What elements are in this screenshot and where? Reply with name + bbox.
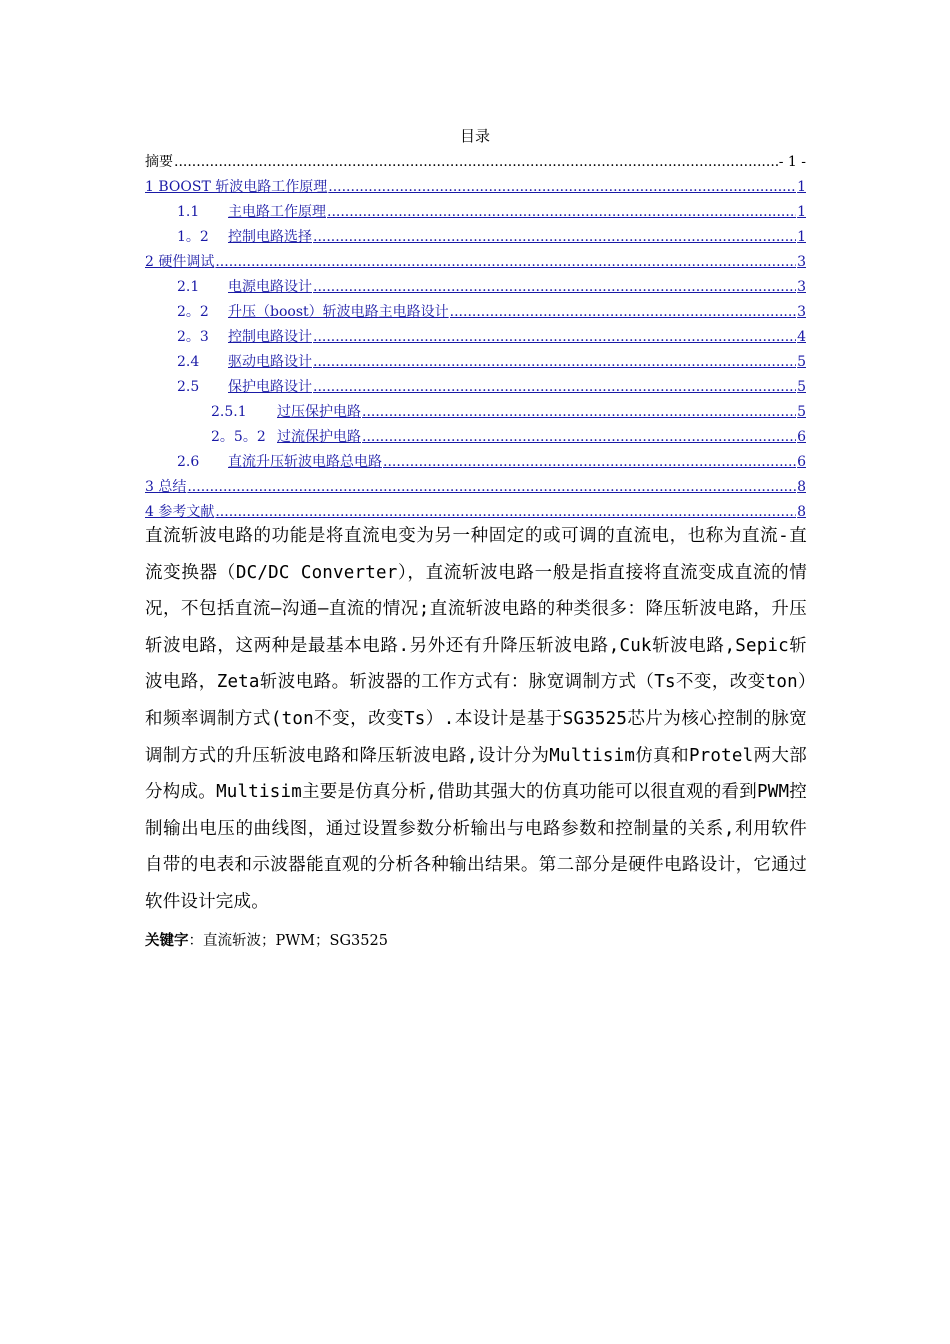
toc-entry-text: 控制电路设计 <box>228 329 312 345</box>
toc-entry-text: 升压（boost）斩波电路主电路设计 <box>228 304 449 320</box>
toc-dot-leader <box>362 425 796 450</box>
toc-dot-leader <box>327 200 796 225</box>
toc-entry-title <box>177 200 326 225</box>
toc-entry-number: 2.6 <box>177 454 200 470</box>
toc-entry-number: 2.5 <box>177 379 200 395</box>
toc-entry-text: 电源电路设计 <box>228 279 312 295</box>
keywords-line <box>145 930 807 952</box>
keywords-label: 关键字 <box>145 933 189 949</box>
toc-entry-title <box>145 175 327 200</box>
toc-dot-leader <box>383 450 796 475</box>
toc-entry-text: 4 参考文献 <box>145 504 215 520</box>
toc-entry-number: 2。5。2 <box>211 429 266 445</box>
toc-entry-title <box>177 225 312 250</box>
toc-dot-leader <box>215 250 796 275</box>
toc-dot-leader <box>313 375 796 400</box>
toc-entry-number: 2.1 <box>177 279 200 295</box>
toc-entry-text: 3 总结 <box>145 479 187 495</box>
toc-dot-leader <box>313 225 796 250</box>
toc-entry-text: 1 BOOST 斩波电路工作原理 <box>145 179 328 195</box>
toc-entry-title <box>177 350 312 375</box>
toc-dot-leader <box>313 350 796 375</box>
toc-entry[interactable] <box>145 250 806 275</box>
toc-entry-text: 摘要 <box>145 154 173 170</box>
toc-entry-title <box>145 475 186 500</box>
toc-entry-page: 1 <box>797 204 806 220</box>
toc-entry-text: 控制电路选择 <box>228 229 312 245</box>
table-of-contents <box>145 150 806 525</box>
toc-entry-title <box>177 325 312 350</box>
toc-entry-text: 过压保护电路 <box>277 404 361 420</box>
toc-entry[interactable] <box>145 375 806 400</box>
toc-entry-page: 3 <box>797 254 806 270</box>
toc-entry <box>145 150 806 175</box>
toc-entry-title <box>177 450 382 475</box>
toc-entry[interactable] <box>145 175 806 200</box>
toc-entry-text: 保护电路设计 <box>228 379 312 395</box>
toc-entry-page: 1 <box>797 179 806 195</box>
toc-entry-text: 2 硬件调试 <box>145 254 215 270</box>
toc-dot-leader <box>174 150 778 175</box>
toc-entry-title <box>177 300 449 325</box>
toc-entry-title <box>145 250 214 275</box>
toc-entry[interactable] <box>145 300 806 325</box>
abstract-paragraph: 直流斩波电路的功能是将直流电变为另一种固定的或可调的直流电，也称为直流-直流变换器（DC/DC Converter），直流斩波电路一般是指直接将直流变成直流的情况，不包括直流—沟通—直流的情况;直流斩波电路的种类很多：降压斩波电路，升压斩波电路，这两种是最基本电路.另外还有升降压斩波电路,Cuk斩波电路,Sepic斩波电路，Zeta斩波电路。斩波器的工作方式有：脉宽调制方式（Ts不变，改变ton）和频率调制方式(ton不变，改变Ts）.本设计是基于SG3525芯片为核心控制的脉宽调制方式的升压斩波电路和降压斩波电路,设计分为Multisim仿真和Protel两大部分构成。Multisim主要是仿真分析,借助其强大的仿真功能可以很直观的看到PWM控制输出电压的曲线图，通过设置参数分析输出与电路参数和控制量的关系,利用软件自带的电表和示波器能直观的分析各种输出结果。第二部分是硬件电路设计，它通过软件设计完成。 <box>145 526 807 912</box>
toc-dot-leader <box>328 175 796 200</box>
toc-entry-text: 过流保护电路 <box>277 429 361 445</box>
toc-entry-number: 2。3 <box>177 329 209 345</box>
toc-entry-number: 2.5.1 <box>211 404 247 420</box>
keywords-value: 直流斩波；PWM；SG3525 <box>203 933 388 949</box>
toc-entry-text: 驱动电路设计 <box>228 354 312 370</box>
toc-entry-title <box>145 150 173 175</box>
toc-entry[interactable] <box>145 200 806 225</box>
toc-entry-text: 直流升压斩波电路总电路 <box>228 454 382 470</box>
toc-entry-number: 2.4 <box>177 354 200 370</box>
toc-entry-page: 3 <box>797 304 806 320</box>
toc-dot-leader <box>313 275 796 300</box>
toc-entry[interactable] <box>145 425 806 450</box>
toc-entry[interactable] <box>145 450 806 475</box>
keywords-separator: ： <box>188 933 203 949</box>
toc-title: 目录 <box>459 127 490 145</box>
toc-entry[interactable] <box>145 325 806 350</box>
toc-entry[interactable] <box>145 400 806 425</box>
toc-entry-page: 6 <box>797 454 806 470</box>
toc-dot-leader <box>187 475 796 500</box>
toc-entry[interactable] <box>145 475 806 500</box>
toc-entry-page: 6 <box>797 429 806 445</box>
toc-entry-page: 3 <box>797 279 806 295</box>
toc-entry-text: 主电路工作原理 <box>228 204 326 220</box>
toc-entry-title <box>177 275 312 300</box>
toc-entry-title <box>211 425 361 450</box>
toc-entry-page: 5 <box>797 404 806 420</box>
toc-entry-page: 4 <box>797 329 806 345</box>
toc-entry-page: 8 <box>797 479 806 495</box>
toc-entry-number: 1。2 <box>177 229 209 245</box>
toc-dot-leader <box>450 300 796 325</box>
toc-entry-page: 8 <box>797 504 806 520</box>
toc-dot-leader <box>362 400 796 425</box>
toc-entry-title <box>177 375 312 400</box>
toc-entry[interactable] <box>145 225 806 250</box>
toc-entry-title <box>211 400 361 425</box>
toc-entry-number: 1.1 <box>177 204 200 220</box>
toc-entry-page: 5 <box>797 379 806 395</box>
toc-entry[interactable] <box>145 275 806 300</box>
toc-dot-leader <box>313 325 796 350</box>
toc-entry-page: 1 <box>797 229 806 245</box>
toc-entry-page: 5 <box>797 354 806 370</box>
toc-entry-number: 2。2 <box>177 304 209 320</box>
toc-entry-page: - 1 - <box>778 154 806 170</box>
toc-entry[interactable] <box>145 350 806 375</box>
